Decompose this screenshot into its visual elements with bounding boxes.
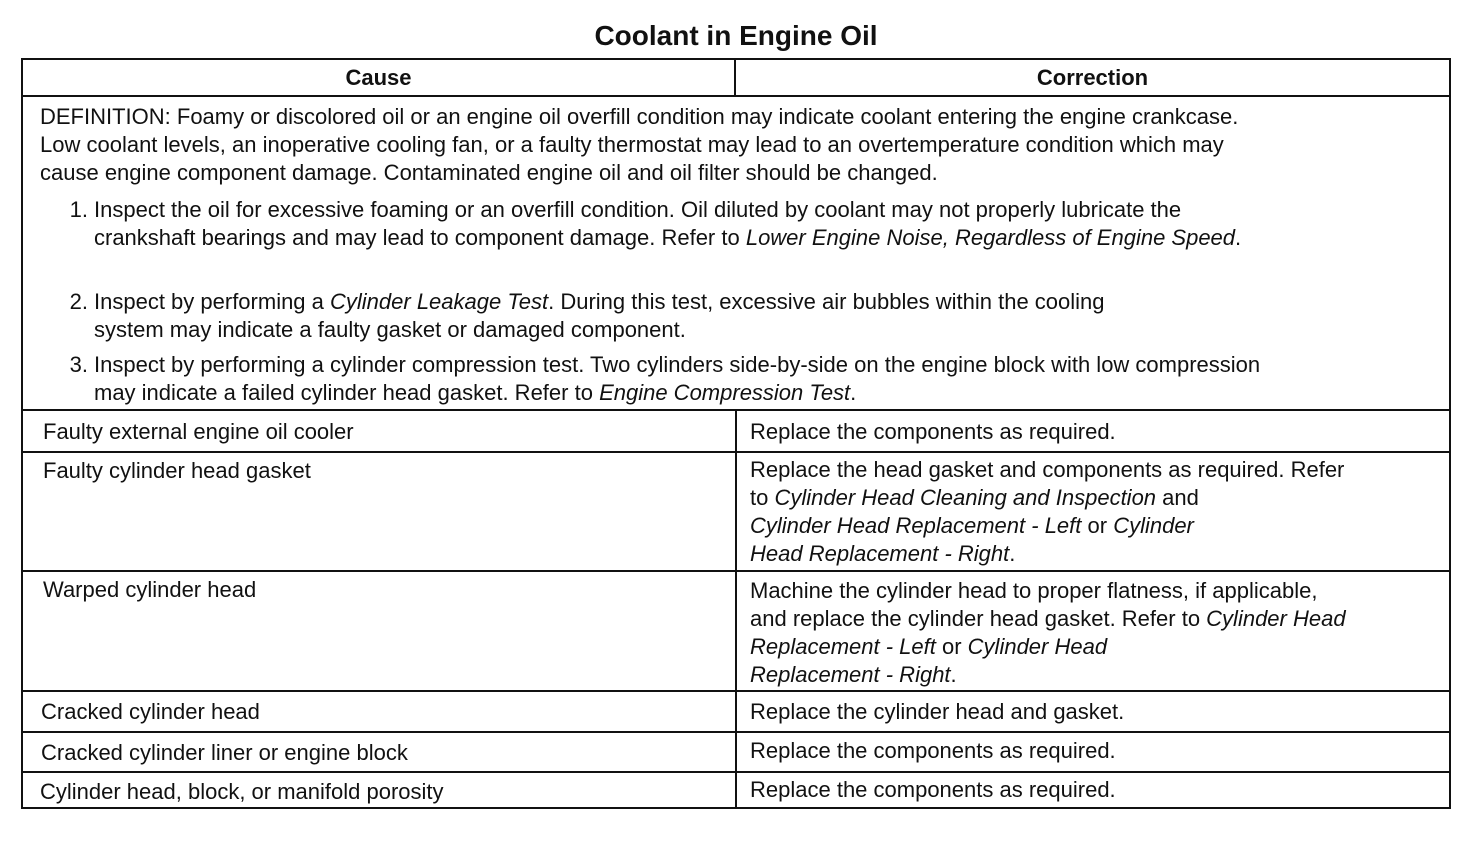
cause-cell: Cylinder head, block, or manifold porosity bbox=[40, 779, 444, 804]
correction-line bbox=[750, 540, 1344, 568]
correction-line bbox=[750, 484, 1344, 512]
cause-cell: Cracked cylinder head bbox=[41, 699, 260, 724]
correction-text-run: . bbox=[1009, 541, 1016, 566]
correction-cell: Replace the components as required. bbox=[750, 777, 1116, 802]
row-rule bbox=[21, 771, 1451, 773]
correction-cell: Replace the cylinder head and gasket. bbox=[750, 699, 1125, 724]
step-number: 2. bbox=[69, 289, 88, 314]
row-rule bbox=[21, 731, 1451, 733]
step-line bbox=[94, 379, 1260, 407]
cause-cell: Warped cylinder head bbox=[43, 577, 257, 602]
step-line: Inspect the oil for excessive foaming or an overfill condition. Oil diluted by coolant may not properly lubricate the bbox=[94, 197, 1182, 222]
definition bbox=[40, 103, 1440, 187]
correction-text-run: or bbox=[935, 634, 968, 659]
correction-text-run: or bbox=[1081, 513, 1114, 538]
correction-cell: Replace the components as required. bbox=[750, 738, 1116, 763]
row-rule bbox=[21, 690, 1451, 692]
procedure-reference-link[interactable]: Head Replacement - Right bbox=[750, 541, 1010, 566]
page-title: Coolant in Engine Oil bbox=[594, 20, 878, 51]
procedure-reference-link[interactable]: Replacement - Right bbox=[750, 662, 951, 687]
correction-cell bbox=[750, 456, 1344, 568]
step-text-run: . bbox=[1235, 225, 1242, 250]
procedure-reference-link[interactable]: Cylinder bbox=[1113, 513, 1194, 538]
cause-cell: Faulty external engine oil cooler bbox=[43, 419, 354, 444]
correction-line bbox=[750, 605, 1346, 633]
step-3 bbox=[58, 351, 1448, 407]
step-text-run: crankshaft bearings and may lead to component damage. Refer to bbox=[94, 225, 746, 250]
correction-line bbox=[750, 512, 1344, 540]
step-line: Inspect by performing a cylinder compression test. Two cylinders side-by-side on the engine block with low compression bbox=[94, 352, 1261, 377]
step-1 bbox=[58, 196, 1448, 252]
definition-line: DEFINITION: Foamy or discolored oil or an engine oil overfill condition may indicate coolant entering the engine crankcase. bbox=[40, 104, 1239, 129]
procedure-reference-link[interactable]: Cylinder Leakage Test bbox=[330, 289, 549, 314]
procedure-reference-link[interactable]: Cylinder Head Replacement - Left bbox=[750, 513, 1082, 538]
row-rule bbox=[21, 451, 1451, 453]
step-line: system may indicate a faulty gasket or damaged component. bbox=[94, 317, 686, 342]
correction-header: Correction bbox=[1036, 65, 1149, 90]
step-text-run: . bbox=[850, 380, 857, 405]
procedure-reference-link[interactable]: Replacement - Left bbox=[750, 634, 936, 659]
procedure-reference-link[interactable]: Engine Compression Test bbox=[599, 380, 851, 405]
correction-cell bbox=[750, 577, 1346, 689]
correction-line bbox=[750, 661, 1346, 689]
procedure-reference-link[interactable]: Cylinder Head Cleaning and Inspection bbox=[774, 485, 1157, 510]
correction-line: Machine the cylinder head to proper flatness, if applicable, bbox=[750, 578, 1318, 603]
correction-text-run: . bbox=[950, 662, 957, 687]
correction-cell: Replace the components as required. bbox=[750, 419, 1116, 444]
step-text-run: . During this test, excessive air bubbles within the cooling bbox=[548, 289, 1105, 314]
correction-line bbox=[750, 633, 1346, 661]
step-line bbox=[94, 288, 1105, 316]
correction-text-run: to bbox=[750, 485, 775, 510]
cause-cell: Faulty cylinder head gasket bbox=[43, 458, 311, 483]
step-text-run: Inspect by performing a bbox=[94, 289, 331, 314]
step-text bbox=[94, 351, 1260, 407]
step-text bbox=[94, 196, 1241, 252]
step-text-run: may indicate a failed cylinder head gasket. Refer to bbox=[94, 380, 600, 405]
step-text bbox=[94, 288, 1105, 344]
step-line bbox=[94, 224, 1241, 252]
definition-line: Low coolant levels, an inoperative cooling fan, or a faulty thermostat may lead to an overtemperature condition which may bbox=[40, 132, 1224, 157]
row-rule bbox=[21, 570, 1451, 572]
procedure-reference-link[interactable]: Cylinder Head bbox=[967, 634, 1108, 659]
step-number: 1. bbox=[69, 197, 88, 222]
step-number: 3. bbox=[69, 352, 88, 377]
cause-cell: Cracked cylinder liner or engine block bbox=[41, 740, 408, 765]
correction-text-run: and bbox=[1156, 485, 1199, 510]
column-divider bbox=[735, 410, 737, 808]
procedure-reference-link[interactable]: Lower Engine Noise, Regardless of Engine Speed bbox=[745, 225, 1236, 250]
correction-line: Replace the head gasket and components as required. Refer bbox=[750, 457, 1345, 482]
definition-line: cause engine component damage. Contaminated engine oil and oil filter should be changed. bbox=[40, 160, 938, 185]
step-2 bbox=[58, 288, 1448, 344]
cause-header: Cause bbox=[345, 65, 412, 90]
procedure-reference-link[interactable]: Cylinder Head bbox=[1206, 606, 1346, 631]
correction-text-run: and replace the cylinder head gasket. Refer to bbox=[750, 606, 1207, 631]
